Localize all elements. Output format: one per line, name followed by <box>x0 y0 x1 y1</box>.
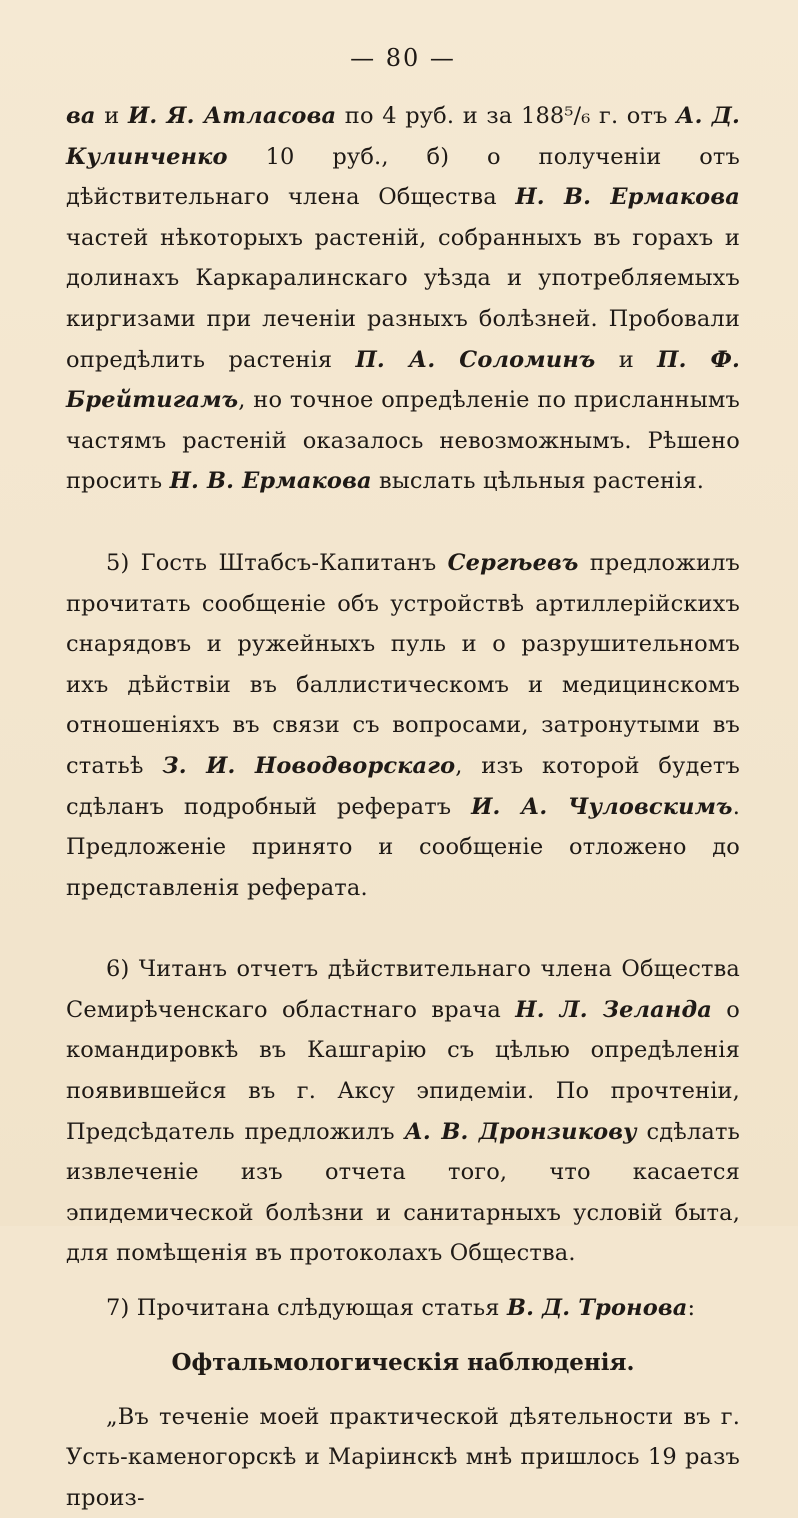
text-fragment: частей нѣкоторыхъ растеній, собранныхъ въ горахъ и долинахъ Каркаралинскаго уѣзда и употребляемыхъ киргизами при леченіи разныхъ болѣзней. Пробовали опредѣлить растенія <box>66 224 740 373</box>
person-name: Н. В. Ермакова <box>515 184 740 211</box>
person-name: А. Д. Кулинченко <box>66 103 740 170</box>
person-name: И. Я. Атласова <box>127 103 337 129</box>
text-fragment: сдѣлать извлеченіе изъ отчета того, что касается эпидемической болѣзни и санитарныхъ условій быта, для помѣщенія въ протоколахъ Общества. <box>66 1118 740 1267</box>
text-fragment: выслать цѣльныя растенія. <box>371 468 705 495</box>
person-name: Н. В. Ермакова <box>169 468 372 495</box>
text-fragment: ва <box>66 103 96 129</box>
paragraph-item-5 <box>66 543 740 908</box>
person-name: В. Д. Тронова <box>506 1295 688 1322</box>
person-name: З. И. Новодворскаго <box>162 752 456 779</box>
text-fragment: 6) Читанъ отчетъ дѣйствительнаго члена Общества Семирѣченскаго областнаго врача <box>66 956 740 1023</box>
article-heading: Офтальмологическія наблюденія. <box>171 1348 635 1376</box>
text-fragment: по 4 руб. и за 188⁵/₆ г. отъ <box>336 103 677 129</box>
text-fragment: 10 руб., б) о полученіи отъ дѣйствительнаго члена Общества <box>66 143 740 211</box>
text-fragment: , изъ которой будетъ сдѣланъ подробный рефератъ <box>66 752 740 820</box>
text-fragment: . Предложеніе принято и сообщеніе отложено до представленія реферата. <box>66 793 740 901</box>
text-fragment: и <box>595 346 658 373</box>
paragraph-item-6 <box>66 949 740 1274</box>
paragraph-article-start <box>66 1397 740 1518</box>
text-fragment: 7) Прочитана слѣдующая статья <box>106 1295 507 1322</box>
text-fragment: , но точное опредѣленіе по присланнымъ частямъ растеній оказалось невозможнымъ. Рѣшено просить <box>66 387 740 495</box>
page-number: — 80 — <box>350 44 456 72</box>
text-fragment: предложилъ прочитать сообщеніе объ устройствѣ артиллерійскихъ снарядовъ и ружейныхъ пуль и о разрушительномъ ихъ дѣйствіи въ баллистическомъ и медицинскомъ отношеніяхъ въ связи съ вопросами, затронутыми въ статьѣ <box>66 549 741 779</box>
text-fragment: 5) Гость Штабсъ-Капитанъ <box>106 549 448 576</box>
paragraph-donations <box>66 96 740 502</box>
person-name: П. Ф. Брейтигамъ <box>66 346 740 414</box>
person-name: А. В. Дронзикову <box>404 1118 637 1145</box>
paragraph-item-7 <box>66 1288 740 1329</box>
person-name: П. А. Соломинъ <box>355 346 596 373</box>
text-fragment: : <box>687 1295 696 1322</box>
person-name: Н. Л. Зеланда <box>515 996 712 1023</box>
text-fragment: „Въ теченіе моей практической дѣятельности въ г. Усть-каменогорскѣ и Маріинскѣ мнѣ пришлось 19 разъ произ- <box>66 1403 740 1511</box>
person-name: И. А. Чуловскимъ <box>471 793 733 820</box>
text-fragment: и <box>95 103 128 129</box>
text-fragment: о командировкѣ въ Кашгарію съ цѣлью опредѣленія появившейся въ г. Аксу эпидеміи. По прочтеніи, Предсѣдатель предложилъ <box>66 996 741 1145</box>
person-name: Сергѣевъ <box>447 549 579 576</box>
